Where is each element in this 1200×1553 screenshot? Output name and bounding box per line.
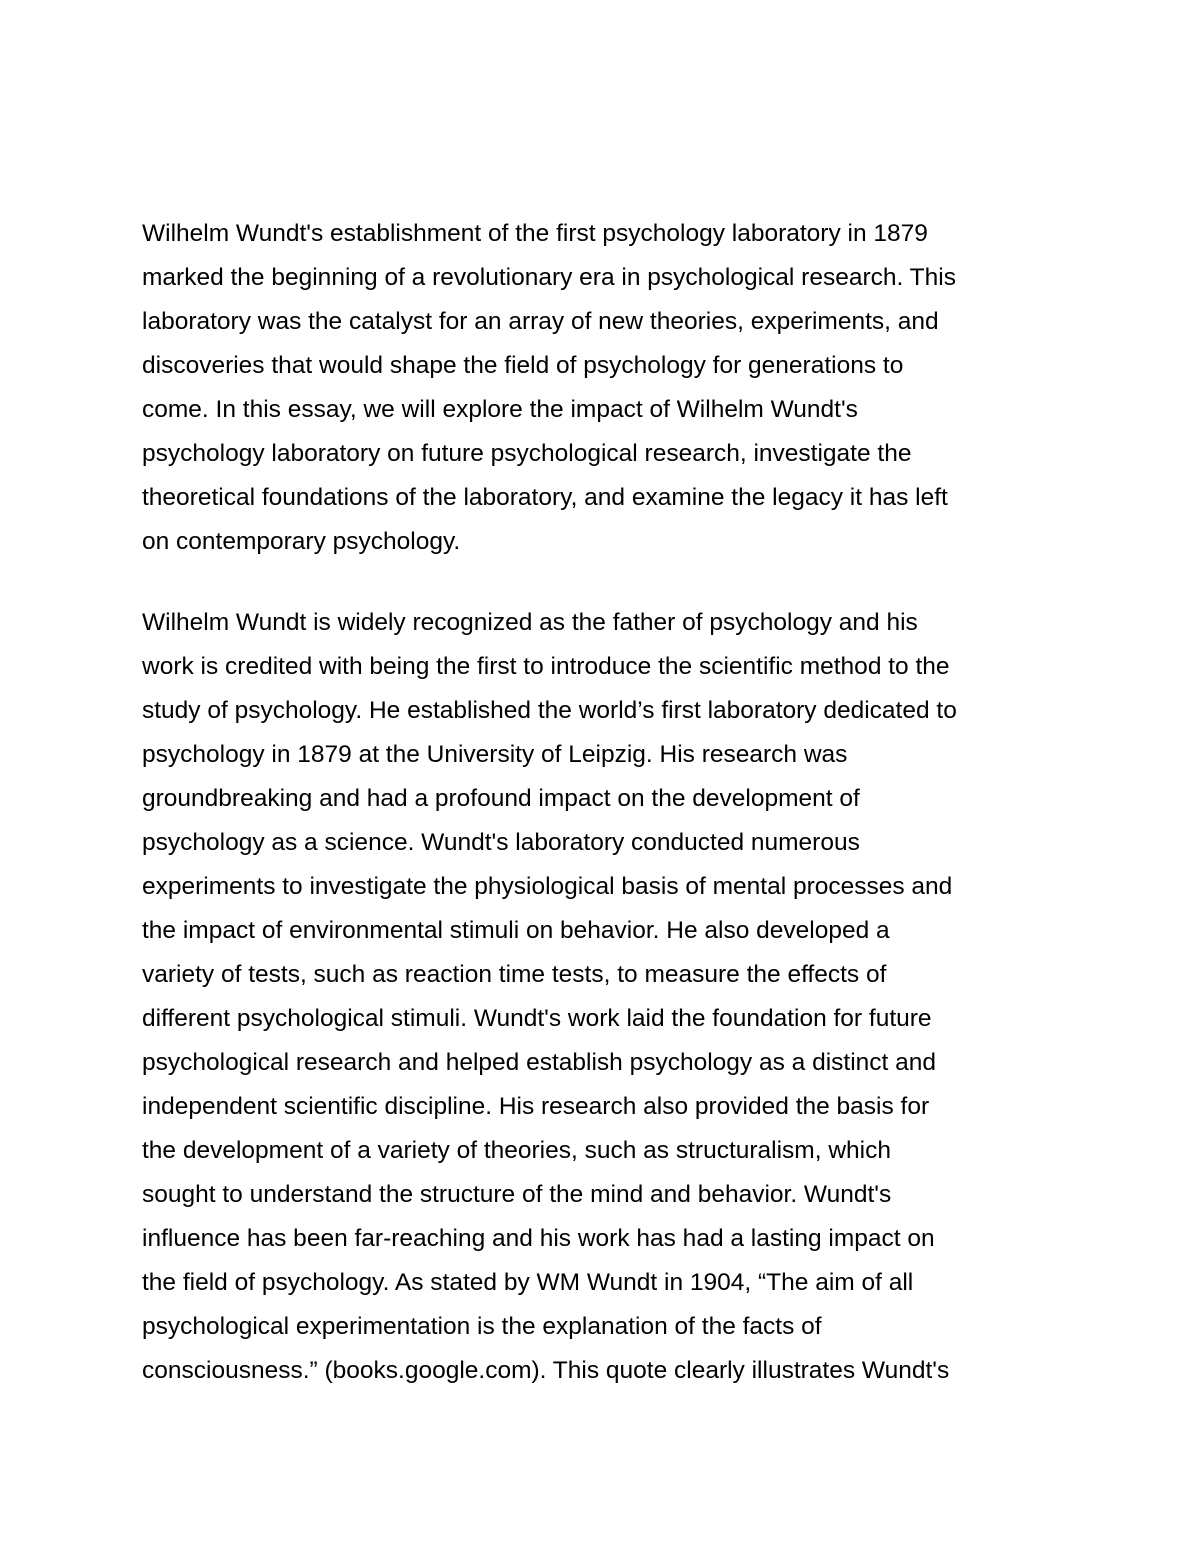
text-line: psychology as a science. Wundt's laboratory conducted numerous (142, 829, 860, 856)
text-line: the impact of environmental stimuli on behavior. He also developed a (142, 917, 890, 944)
text-line: psychology in 1879 at the University of Leipzig. His research was (142, 741, 848, 768)
text-line: influence has been far-reaching and his work has had a lasting impact on (142, 1225, 935, 1252)
text-line: variety of tests, such as reaction time tests, to measure the effects of (142, 961, 887, 988)
text-line: come. In this essay, we will explore the impact of Wilhelm Wundt's (142, 396, 858, 423)
text-line: discoveries that would shape the field of psychology for generations to (142, 352, 904, 379)
paragraph-wundt-background (142, 601, 1072, 1393)
text-line: laboratory was the catalyst for an array of new theories, experiments, and (142, 308, 939, 335)
text-line: the field of psychology. As stated by WM Wundt in 1904, “The aim of all (142, 1269, 914, 1296)
document-body (142, 212, 1072, 1430)
text-line: psychological research and helped establish psychology as a distinct and (142, 1049, 937, 1076)
text-line: work is credited with being the first to introduce the scientific method to the (142, 653, 950, 680)
text-line: consciousness.” (books.google.com). This quote clearly illustrates Wundt's (142, 1357, 950, 1384)
text-line: the development of a variety of theories, such as structuralism, which (142, 1137, 891, 1164)
text-line: psychology laboratory on future psychological research, investigate the (142, 440, 912, 467)
text-line: sought to understand the structure of the mind and behavior. Wundt's (142, 1181, 892, 1208)
text-line: groundbreaking and had a profound impact on the development of (142, 785, 860, 812)
text-line: study of psychology. He established the world’s first laboratory dedicated to (142, 697, 957, 724)
text-line: experiments to investigate the physiological basis of mental processes and (142, 873, 953, 900)
text-line: Wilhelm Wundt's establishment of the first psychology laboratory in 1879 (142, 220, 928, 247)
text-line: independent scientific discipline. His research also provided the basis for (142, 1093, 930, 1120)
text-line: marked the beginning of a revolutionary era in psychological research. This (142, 264, 956, 291)
text-line: theoretical foundations of the laboratory, and examine the legacy it has left (142, 484, 948, 511)
text-line: psychological experimentation is the explanation of the facts of (142, 1313, 822, 1340)
text-line: different psychological stimuli. Wundt's work laid the foundation for future (142, 1005, 932, 1032)
paragraph-intro (142, 212, 1072, 564)
text-line: on contemporary psychology. (142, 528, 461, 555)
text-line: Wilhelm Wundt is widely recognized as the father of psychology and his (142, 609, 918, 636)
